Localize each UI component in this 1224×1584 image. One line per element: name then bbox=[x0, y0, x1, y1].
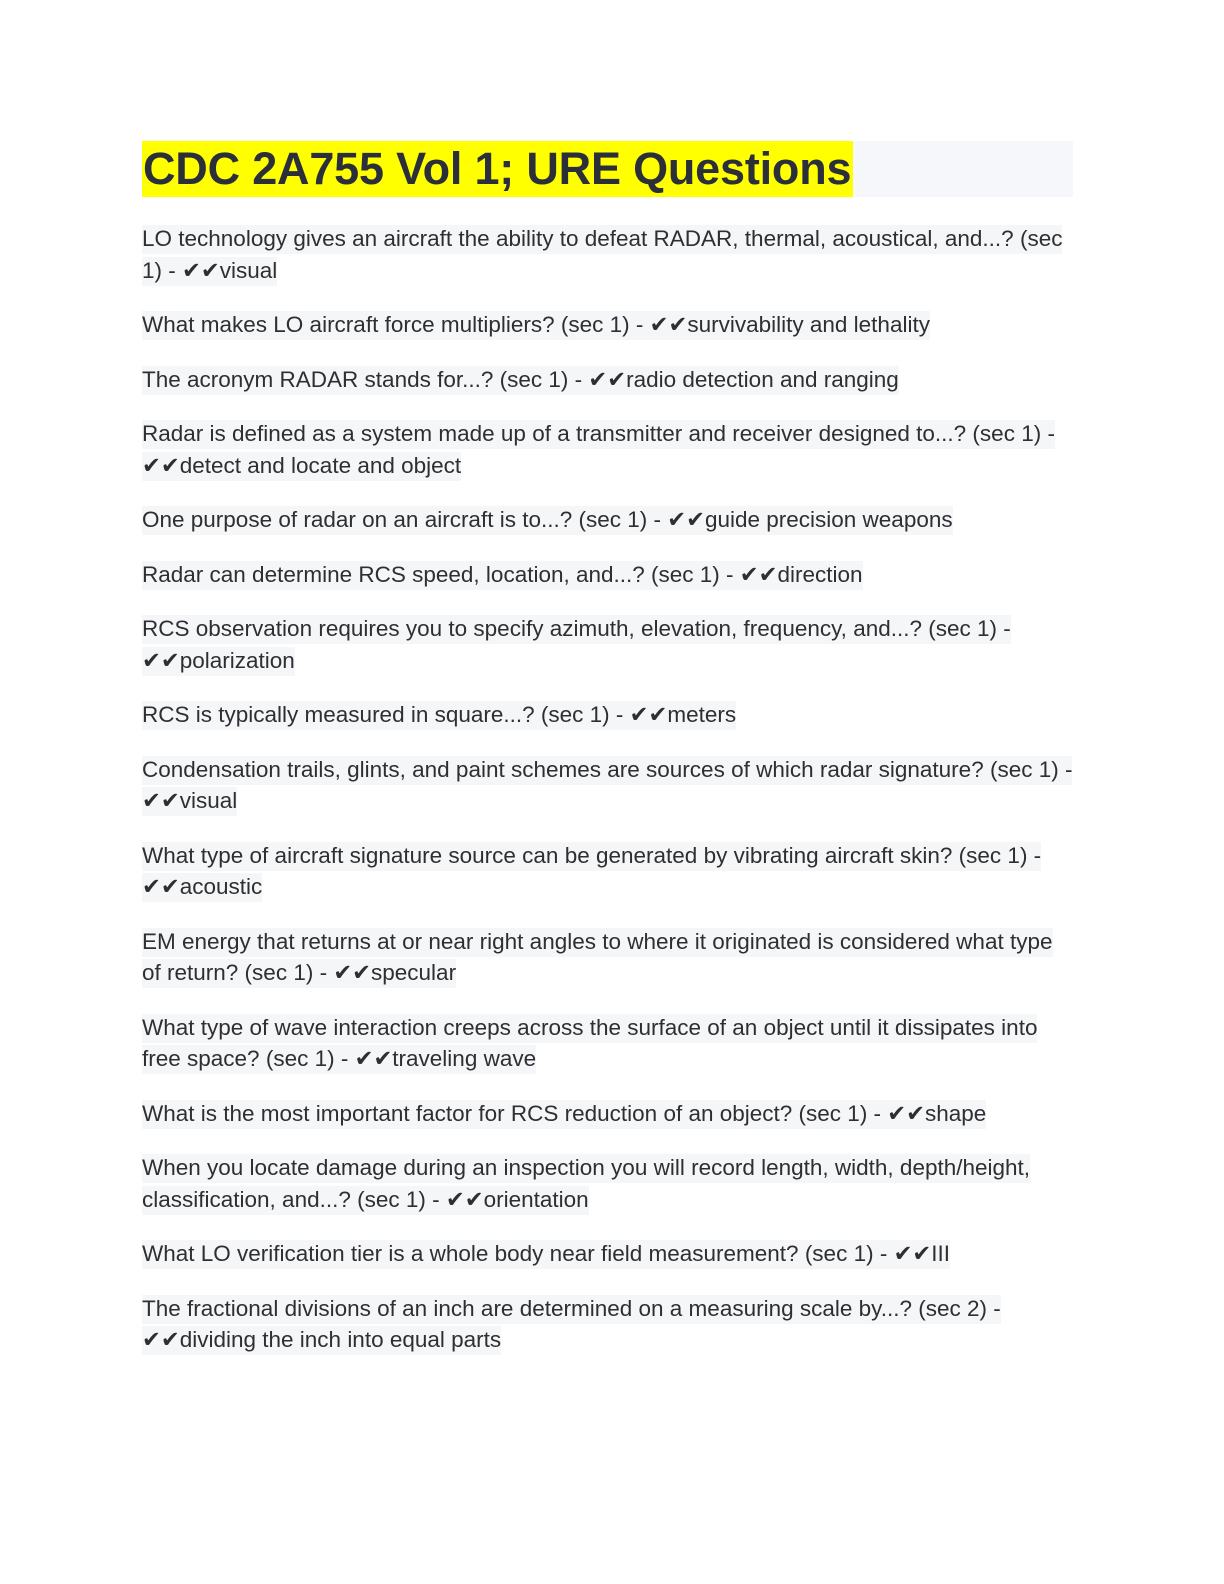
qa-text: What LO verification tier is a whole body near field measurement? (sec 1) - ✔✔III bbox=[142, 1240, 950, 1269]
qa-item bbox=[142, 840, 1073, 903]
qa-item bbox=[142, 364, 1073, 396]
document-page bbox=[142, 141, 1073, 1379]
qa-text: What is the most important factor for RCS reduction of an object? (sec 1) - ✔✔shape bbox=[142, 1100, 986, 1129]
qa-text: RCS observation requires you to specify azimuth, elevation, frequency, and...? (sec 1) - ✔✔polarization bbox=[142, 615, 1011, 676]
qa-item bbox=[142, 1293, 1073, 1356]
qa-item bbox=[142, 699, 1073, 731]
qa-text: Radar is defined as a system made up of a transmitter and receiver designed to...? (sec 1) - ✔✔detect and locate and object bbox=[142, 420, 1055, 481]
qa-item bbox=[142, 1098, 1073, 1130]
qa-item bbox=[142, 309, 1073, 341]
qa-item bbox=[142, 1152, 1073, 1215]
qa-text: What makes LO aircraft force multipliers? (sec 1) - ✔✔survivability and lethality bbox=[142, 311, 930, 340]
title-block bbox=[142, 141, 1073, 197]
qa-item bbox=[142, 418, 1073, 481]
qa-text: Condensation trails, glints, and paint schemes are sources of which radar signature? (sec 1) - ✔✔visual bbox=[142, 756, 1072, 817]
qa-text: RCS is typically measured in square...? (sec 1) - ✔✔meters bbox=[142, 701, 736, 730]
qa-text: When you locate damage during an inspection you will record length, width, depth/height, classification, and...? (sec 1) - ✔✔orientation bbox=[142, 1154, 1030, 1215]
qa-item bbox=[142, 504, 1073, 536]
qa-text: The acronym RADAR stands for...? (sec 1) - ✔✔radio detection and ranging bbox=[142, 366, 899, 395]
qa-item bbox=[142, 926, 1073, 989]
qa-text: One purpose of radar on an aircraft is to...? (sec 1) - ✔✔guide precision weapons bbox=[142, 506, 953, 535]
qa-item bbox=[142, 559, 1073, 591]
qa-text: Radar can determine RCS speed, location, and...? (sec 1) - ✔✔direction bbox=[142, 561, 863, 590]
qa-item bbox=[142, 754, 1073, 817]
qa-text: What type of aircraft signature source can be generated by vibrating aircraft skin? (sec 1) - ✔✔acoustic bbox=[142, 842, 1041, 903]
qa-item bbox=[142, 1238, 1073, 1270]
qa-item bbox=[142, 1012, 1073, 1075]
qa-item bbox=[142, 613, 1073, 676]
qa-text: The fractional divisions of an inch are determined on a measuring scale by...? (sec 2) - ✔✔dividing the inch into equal parts bbox=[142, 1295, 1001, 1356]
qa-item bbox=[142, 223, 1073, 286]
document-title: CDC 2A755 Vol 1; URE Questions bbox=[142, 141, 853, 197]
qa-text: LO technology gives an aircraft the ability to defeat RADAR, thermal, acoustical, and...? (sec 1) - ✔✔visual bbox=[142, 225, 1062, 286]
qa-text: What type of wave interaction creeps across the surface of an object until it dissipates into free space? (sec 1) - ✔✔traveling wave bbox=[142, 1014, 1037, 1075]
qa-text: EM energy that returns at or near right angles to where it originated is considered what type of return? (sec 1) - ✔✔specular bbox=[142, 928, 1053, 989]
